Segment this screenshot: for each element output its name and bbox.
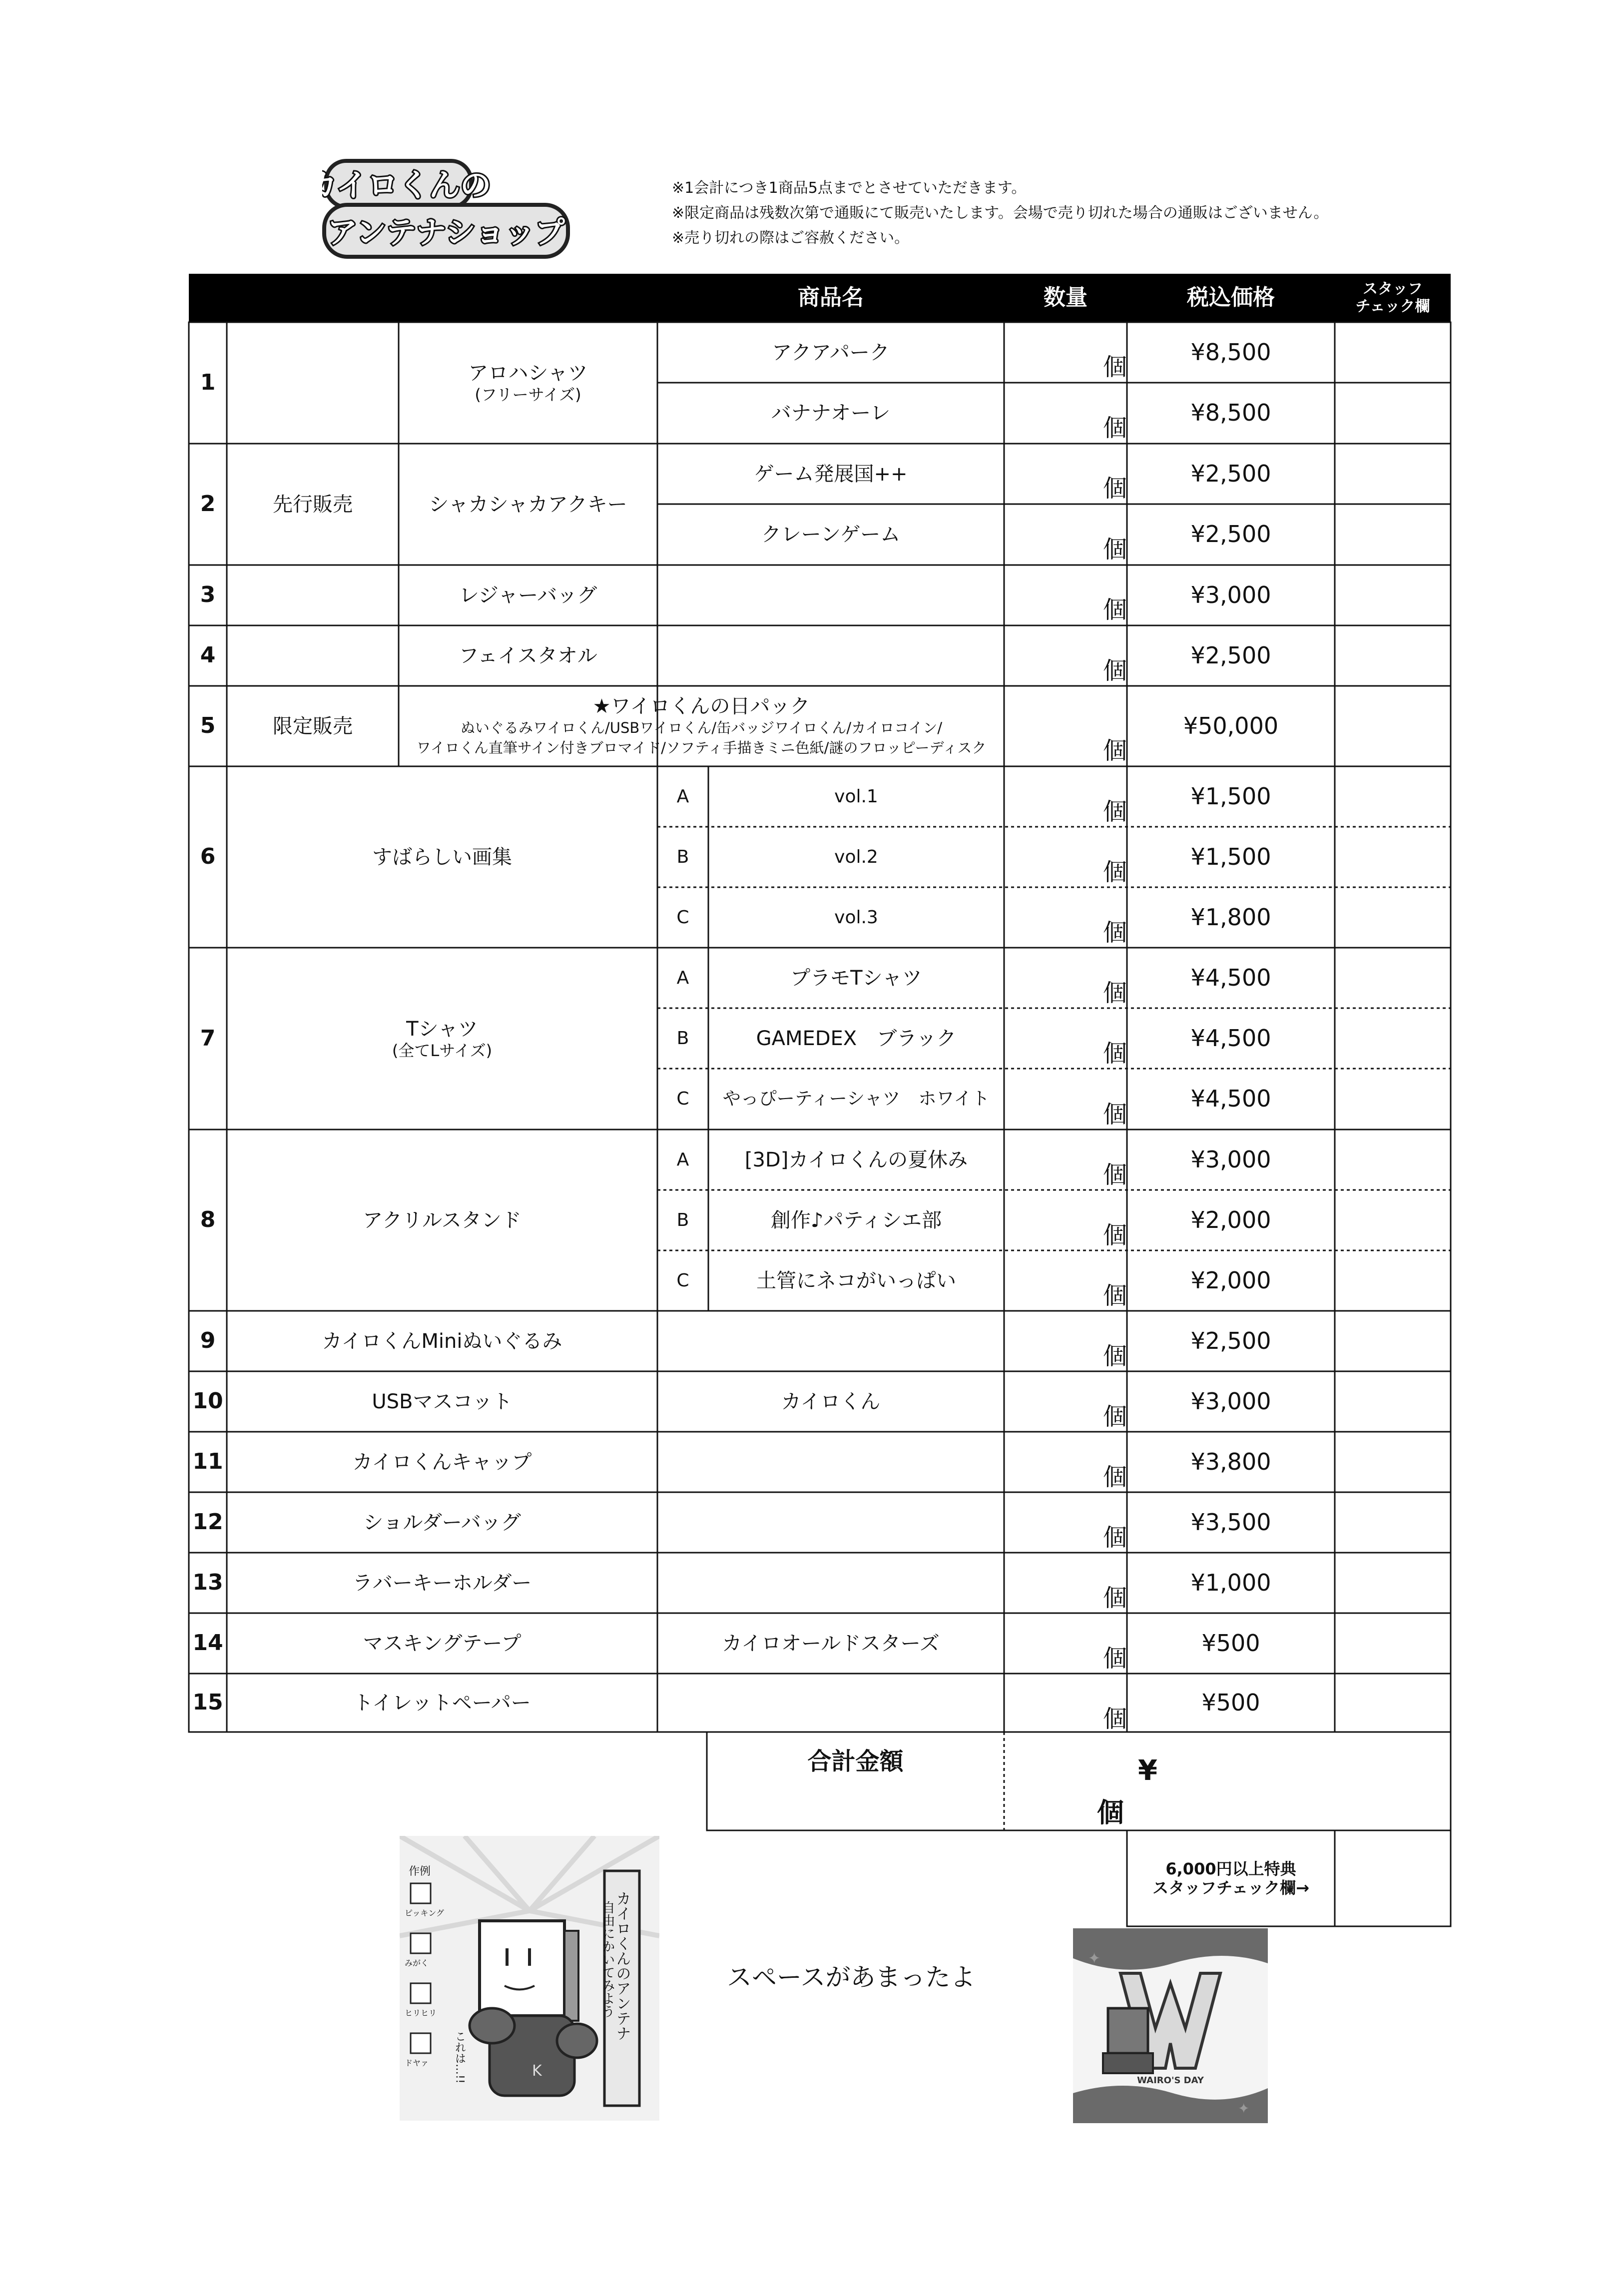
comic-side-label: 作例 [409,1865,431,1878]
variant-letter: C [676,1089,689,1110]
quantity-cell[interactable]: 個 [1103,353,1127,381]
bonus-label [1127,1830,1335,1926]
comic-sign-text-1: カイロくんのアンテナ [613,1891,631,2041]
row-number: 3 [200,582,216,608]
comic-side-item-4: ドヤァ [405,2058,429,2068]
header-product-name: 商品名 [798,285,864,311]
comic-side-item-3: ヒリヒリ [405,2008,437,2018]
variant-label: vol.2 [834,846,878,867]
pack-contents-1: ぬいぐるみワイロくん/USBワイロくん/缶バッジワイロくん/カイロコイン/ [460,719,943,737]
price: ¥2,000 [1190,1206,1271,1233]
item-name: トイレットペーパー [353,1691,531,1715]
item-size-note: (フリーサイズ) [475,385,581,405]
price: ¥3,000 [1190,581,1271,608]
row-number: 10 [192,1388,223,1414]
badge-text: WAIRO'S DAY [1137,2075,1204,2086]
group-pre-sale: 先行販売 [273,493,353,516]
price: ¥3,800 [1190,1448,1271,1475]
price: ¥8,500 [1190,338,1271,366]
item-name: アクリルスタンド [363,1208,522,1232]
notice-3: ※売り切れの際はご容赦ください。 [672,229,910,247]
quantity-cell[interactable]: 個 [1103,737,1127,765]
variant-label: 土管にネコがいっぱい [756,1269,956,1292]
item-size-note: (全てLサイズ) [392,1041,493,1060]
variant-letter: C [676,1270,689,1291]
quantity-cell[interactable]: 個 [1103,1161,1127,1189]
comic-illustration [400,1836,659,2121]
svg-text:✦: ✦ [1238,2100,1250,2117]
logo-line-2: アンテナショップ [327,215,565,250]
header-quantity: 数量 [1044,285,1087,311]
logo-line-1: カイロくんの [322,167,492,203]
variant-label: やっぴーティーシャツ ホワイト [722,1089,990,1110]
quantity-cell[interactable]: 個 [1103,596,1127,624]
total-quantity-cell[interactable]: 個 [1097,1797,1124,1828]
header-staff-line-2: チェック欄 [1355,297,1430,315]
quantity-cell[interactable]: 個 [1103,475,1127,503]
price: ¥3,000 [1190,1146,1271,1173]
quantity-cell[interactable]: 個 [1103,1282,1127,1310]
total-amount-cell[interactable]: ¥ [1138,1754,1157,1787]
item-name: カイロくんMiniぬいぐるみ [322,1329,562,1353]
wairo-day-badge [1073,1928,1268,2123]
variant-label: カイロオールドスターズ [722,1632,940,1655]
item-name: シャカシャカアクキー [429,493,627,516]
quantity-cell[interactable]: 個 [1103,1221,1127,1249]
variant-label: アクアパーク [772,341,890,364]
variant-letter: B [676,846,689,867]
variant-label: プラモTシャツ [790,966,922,990]
quantity-cell[interactable]: 個 [1103,1584,1127,1612]
limited-pack [399,686,1004,766]
price: ¥500 [1201,1629,1260,1657]
item-name-label: ★ワイロくんの日パック [592,695,810,718]
extra-space-note: スペースがあまったよ [727,1963,976,1992]
variant-label: 創作♪パティシエ部 [770,1208,942,1232]
price: ¥3,000 [1190,1387,1271,1415]
quantity-cell[interactable]: 個 [1103,1342,1127,1370]
row-number: 13 [192,1570,223,1596]
quantity-cell[interactable]: 個 [1103,536,1127,564]
quantity-cell[interactable]: 個 [1103,1403,1127,1431]
item-name: ショルダーバッグ [363,1511,521,1534]
price: ¥2,500 [1190,460,1271,487]
item-name: レジャーバッグ [459,583,597,607]
quantity-cell[interactable]: 個 [1103,1524,1127,1552]
bonus-staff-check-cell[interactable] [1335,1830,1451,1926]
variant-label: [3D]カイロくんの夏休み [744,1148,968,1171]
variant-letter: A [676,786,689,807]
header-staff-check [1335,274,1451,322]
comic-side-item-2: みがく [405,1958,429,1968]
variant-label: ゲーム発展国++ [754,462,908,486]
variant-letter: A [676,967,689,988]
price: ¥1,500 [1190,843,1271,870]
notice-1: ※1会計につき1商品5点までとさせていただきます。 [672,179,1027,197]
row-number: 12 [192,1509,223,1535]
quantity-cell[interactable]: 個 [1103,979,1127,1007]
price: ¥1,500 [1190,782,1271,810]
row-number: 7 [200,1025,216,1051]
row-number: 1 [200,370,216,396]
price: ¥2,000 [1190,1266,1271,1294]
notice-2: ※限定商品は残数次第で通販にて販売いたします。会場で売り切れた場合の通販はございません。 [672,204,1329,222]
svg-text:✦: ✦ [1088,1950,1101,1967]
price: ¥50,000 [1183,712,1279,739]
variant-letter: A [676,1149,689,1170]
price: ¥3,500 [1190,1508,1271,1536]
quantity-cell[interactable]: 個 [1103,1705,1127,1733]
variant-label: クレーンゲーム [761,523,901,546]
price: ¥2,500 [1190,521,1271,548]
price: ¥4,500 [1190,1085,1271,1113]
row-number: 6 [200,844,216,870]
shop-logo [322,150,572,265]
item-name: フェイスタオル [459,644,597,667]
svg-text:K: K [532,2062,542,2080]
comic-side-item-1: ピッキング [405,1908,444,1918]
group-limited: 限定販売 [273,714,353,738]
price: ¥2,500 [1190,1327,1271,1354]
quantity-cell[interactable]: 個 [1103,1101,1127,1129]
price: ¥8,500 [1190,399,1271,427]
comic-sign-text-2: 自由にかいてみよう [600,1901,615,2018]
quantity-cell[interactable]: 個 [1103,1645,1127,1673]
row-number: 2 [200,491,216,517]
variant-label: バナナオーレ [771,402,891,425]
item-name: ラバーキーホルダー [352,1571,532,1595]
bonus-line-2: スタッフチェック欄→ [1152,1878,1309,1897]
row-number: 4 [200,642,216,668]
row-number: 5 [200,713,216,739]
variant-label: vol.3 [834,907,878,928]
item-name-label: Tシャツ [406,1017,478,1041]
header-price: 税込価格 [1187,285,1275,311]
row-number: 15 [192,1690,223,1716]
quantity-cell[interactable]: 個 [1103,858,1127,886]
bonus-line-1: 6,000円以上特典 [1165,1859,1296,1878]
item-name [399,322,657,444]
quantity-cell[interactable]: 個 [1103,657,1127,685]
comic-bubble-text: これは…!! [453,2031,466,2084]
price: ¥1,000 [1190,1569,1271,1596]
item-name: マスキングテープ [363,1632,522,1655]
price: ¥500 [1201,1689,1260,1716]
item-name [227,948,657,1130]
quantity-cell[interactable]: 個 [1103,798,1127,826]
row-number: 14 [192,1630,223,1656]
variant-letter: C [676,907,689,928]
quantity-cell[interactable]: 個 [1103,1463,1127,1491]
item-name-label: アロハシャツ [468,362,588,385]
notice-list [672,176,1329,251]
price: ¥4,500 [1190,1024,1271,1052]
item-name: カイロくんキャップ [352,1450,532,1474]
price: ¥1,800 [1190,903,1271,931]
variant-letter: B [676,1209,689,1230]
pack-contents-2: ワイロくん直筆サイン付きブロマイド/ソフティ手描きミニ色紙/謎のフロッピーディスク [416,739,987,756]
price: ¥4,500 [1190,964,1271,991]
row-number: 11 [192,1449,223,1475]
header-staff-line-1: スタッフ [1363,280,1423,298]
quantity-cell[interactable]: 個 [1103,414,1127,442]
variant-label: vol.1 [834,786,878,807]
variant-label: GAMEDEX ブラック [756,1027,957,1050]
total-label: 合計金額 [807,1747,904,1776]
quantity-cell[interactable]: 個 [1103,919,1127,947]
row-number: 8 [200,1207,216,1233]
price: ¥2,500 [1190,641,1271,669]
quantity-cell[interactable]: 個 [1103,1040,1127,1068]
item-name: すばらしい画集 [372,845,512,869]
variant-label: カイロくん [781,1390,881,1413]
row-number: 9 [200,1328,216,1354]
item-name: USBマスコット [372,1390,513,1413]
variant-letter: B [676,1028,689,1049]
